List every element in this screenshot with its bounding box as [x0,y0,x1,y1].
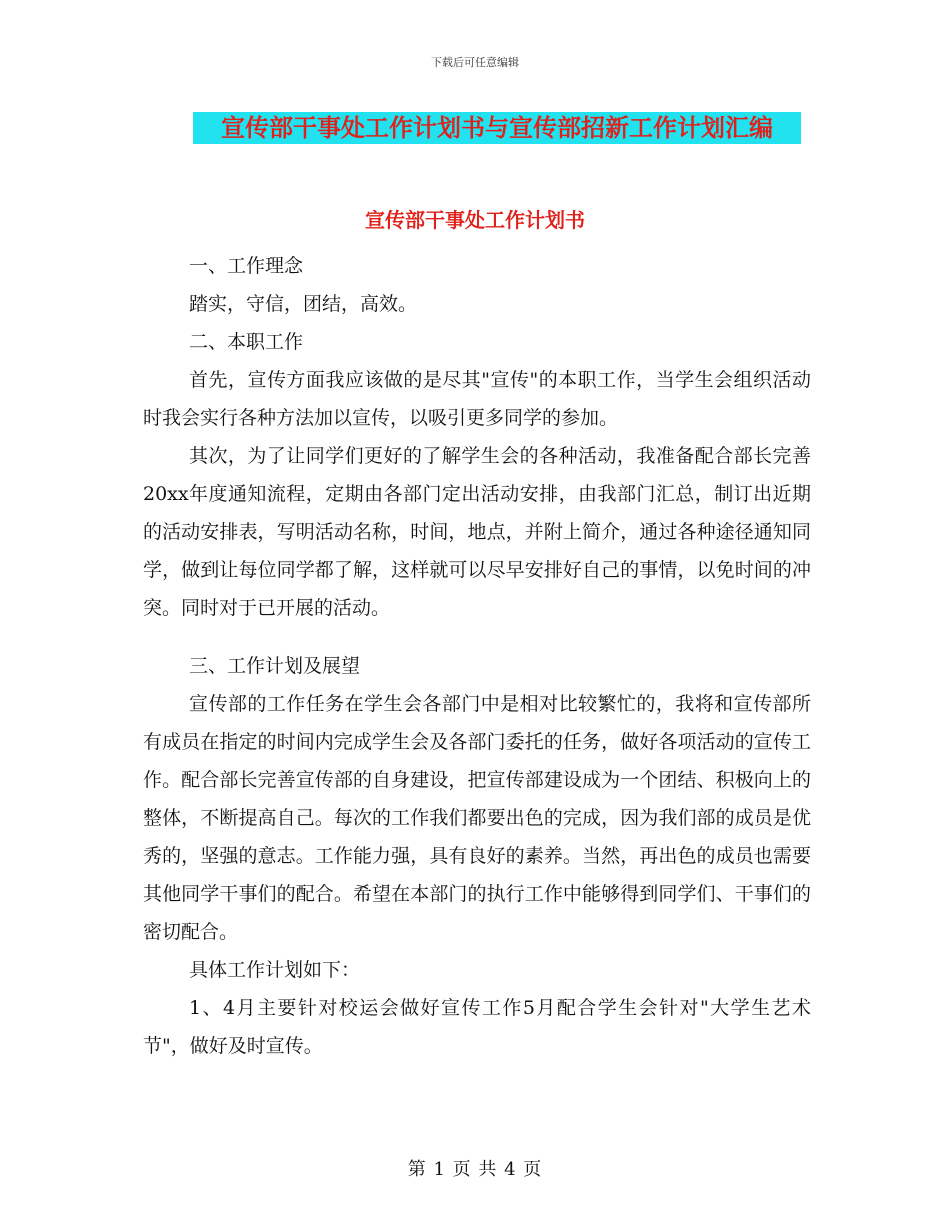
section-title: 宣传部干事处工作计划书 [365,208,585,232]
paragraph-plan-intro: 具体工作计划如下： [189,959,361,981]
page-footer: 第 1 页 共 4 页 [407,1159,543,1180]
document-main-title: 宣传部干事处工作计划书与宣传部招新工作计划汇编 [193,112,801,144]
header-note: 下载后可任意编辑 [431,56,519,69]
heading-work-philosophy: 一、工作理念 [189,255,304,277]
paragraph-duties-first: 首先，宣传方面我应该做的是尽其"宣传"的本职工作，当学生会组织活动时我会实行各种方法加以宣传，以吸引更多同学的参加。 [143,369,811,429]
heading-plan-outlook: 三、工作计划及展望 [189,655,361,677]
paragraph-gap [143,627,811,647]
paragraph-duties-second: 其次，为了让同学们更好的了解学生会的各种活动，我准备配合部长完善20xx年度通知流程，定期由各部门定出活动安排，由我部门汇总，制订出近期的活动安排表，写明活动名称，时间，地点，并附上简介，通过各种途径通知同学，做到让每位同学都了解，这样就可以尽早安排好自己的事情，以免时间的冲突。同时对于已开展的活动。 [143,445,811,619]
heading-main-duties: 二、本职工作 [189,331,304,353]
document-body [143,247,811,1065]
paragraph-plan-item-1: 1、4月主要针对校运会做好宣传工作5月配合学生会针对"大学生艺术节"，做好及时宣传。 [143,997,811,1057]
paragraph-plan-outlook: 宣传部的工作任务在学生会各部门中是相对比较繁忙的，我将和宣传部所有成员在指定的时间内完成学生会及各部门委托的任务，做好各项活动的宣传工作。配合部长完善宣传部的自身建设，把宣传部建设成为一个团结、积极向上的整体，不断提高自己。每次的工作我们都要出色的完成，因为我们部的成员是优秀的，坚强的意志。工作能力强，具有良好的素养。当然，再出色的成员也需要其他同学干事们的配合。希望在本部门的执行工作中能够得到同学们、干事们的密切配合。 [143,693,811,943]
paragraph-philosophy: 踏实，守信，团结，高效。 [189,293,418,315]
